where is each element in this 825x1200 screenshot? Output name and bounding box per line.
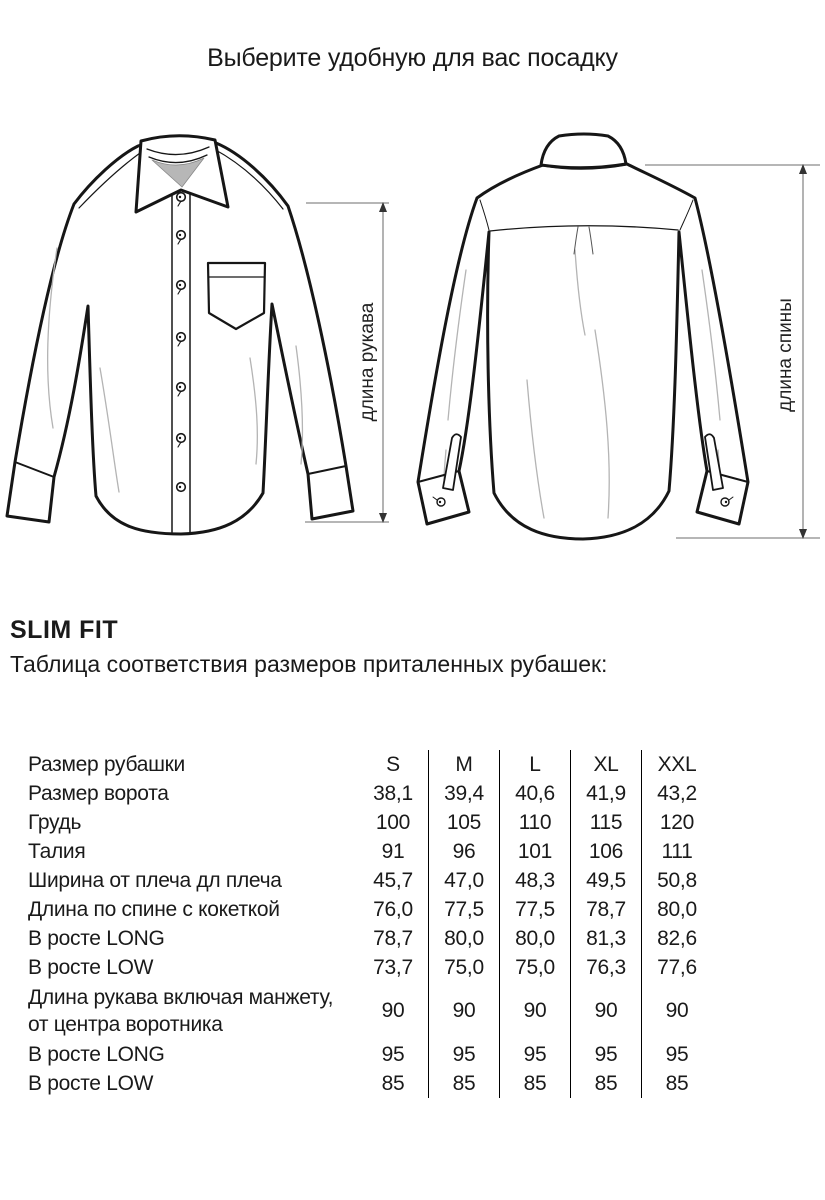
cell-value: 40,6 [500, 779, 571, 808]
cell-value: 48,3 [500, 866, 571, 895]
cell-value: 90 [381, 999, 405, 1022]
cell-value: 90 [571, 982, 642, 1040]
cell-value: 82,6 [642, 924, 713, 953]
cell-value: 77,5 [500, 895, 571, 924]
cell-value: 45,7 [373, 868, 413, 892]
table-row [28, 1069, 712, 1098]
table-row [28, 779, 712, 808]
cell-value: 75,0 [500, 953, 571, 982]
cell-value: 85 [571, 1069, 642, 1098]
cell-value: 85 [642, 1069, 713, 1098]
back-length-label: длина спины [775, 298, 796, 412]
table-row [28, 895, 712, 924]
shirt-diagram-svg [0, 120, 825, 580]
cell-value: 50,8 [642, 866, 713, 895]
cell-value: 106 [571, 837, 642, 866]
cell-value: XXL [642, 750, 713, 779]
cell-value: M [429, 750, 500, 779]
cell-value: 75,0 [429, 953, 500, 982]
cell-value: 85 [500, 1069, 571, 1098]
cell-value: S [386, 752, 400, 776]
cell-value: 76,0 [373, 897, 413, 921]
cell-value: 105 [429, 808, 500, 837]
cell-value: 95 [642, 1040, 713, 1069]
cell-value: 85 [381, 1071, 405, 1095]
cell-value: 101 [500, 837, 571, 866]
cell-value: L [500, 750, 571, 779]
table-subtitle: Таблица соответствия размеров приталенных рубашек: [10, 651, 608, 677]
cell-value: 47,0 [429, 866, 500, 895]
cell-value: 95 [500, 1040, 571, 1069]
cell-value: 41,9 [571, 779, 642, 808]
row-label: Размер рубашки [28, 753, 185, 776]
row-label: В росте LONG [28, 1043, 165, 1066]
cell-value: 91 [381, 839, 405, 863]
cell-value: 111 [642, 837, 713, 866]
cell-value: 81,3 [571, 924, 642, 953]
cell-value: 115 [571, 808, 642, 837]
table-row [28, 837, 712, 866]
cell-value: 43,2 [642, 779, 713, 808]
table-row [28, 808, 712, 837]
table-row [28, 982, 712, 1040]
cell-value: 110 [500, 808, 571, 837]
front-shirt-drawing [7, 136, 353, 534]
fit-heading: SLIM FIT [10, 616, 119, 644]
row-label: В росте LOW [28, 1072, 154, 1095]
cell-value: 78,7 [571, 895, 642, 924]
page-title: Выберите удобную для вас посадку [207, 44, 618, 72]
cell-value: 95 [571, 1040, 642, 1069]
cell-value: 49,5 [571, 866, 642, 895]
cell-value: 100 [375, 810, 411, 834]
row-label: В росте LONG [28, 927, 165, 950]
cell-value: 120 [642, 808, 713, 837]
cell-value: 77,5 [429, 895, 500, 924]
row-label: Ширина от плеча дл плеча [28, 869, 282, 892]
cell-value: 80,0 [429, 924, 500, 953]
back-shirt-drawing [418, 134, 748, 539]
row-label: Талия [28, 840, 86, 863]
row-label: Размер ворота [28, 782, 169, 805]
cell-value: 39,4 [429, 779, 500, 808]
row-label: Длина по спине с кокеткой [28, 898, 280, 921]
cell-value: 85 [429, 1069, 500, 1098]
cell-value: 78,7 [373, 926, 413, 950]
cell-value: 90 [642, 982, 713, 1040]
table-row [28, 953, 712, 982]
cell-value: 96 [429, 837, 500, 866]
cell-value: 76,3 [571, 953, 642, 982]
cell-value: 90 [500, 982, 571, 1040]
cell-value: XL [571, 750, 642, 779]
cell-value: 90 [429, 982, 500, 1040]
shirt-measurement-diagram [0, 120, 825, 580]
size-table-body [28, 750, 712, 1098]
cell-value: 80,0 [642, 895, 713, 924]
back-collar [541, 134, 626, 168]
sleeve-length-label: длина рукава [357, 302, 378, 422]
size-table [28, 750, 712, 1098]
table-row [28, 866, 712, 895]
cell-value: 95 [381, 1042, 405, 1066]
cell-value: 38,1 [373, 781, 413, 805]
row-label: Грудь [28, 811, 82, 834]
cell-value: 80,0 [500, 924, 571, 953]
row-label: Длина рукава включая манжету, от центра воротника [28, 986, 334, 1036]
table-row [28, 750, 712, 779]
cell-value: 73,7 [373, 955, 413, 979]
cell-value: 95 [429, 1040, 500, 1069]
table-row [28, 1040, 712, 1069]
cell-value: 77,6 [642, 953, 713, 982]
table-row [28, 924, 712, 953]
row-label: В росте LOW [28, 956, 154, 979]
